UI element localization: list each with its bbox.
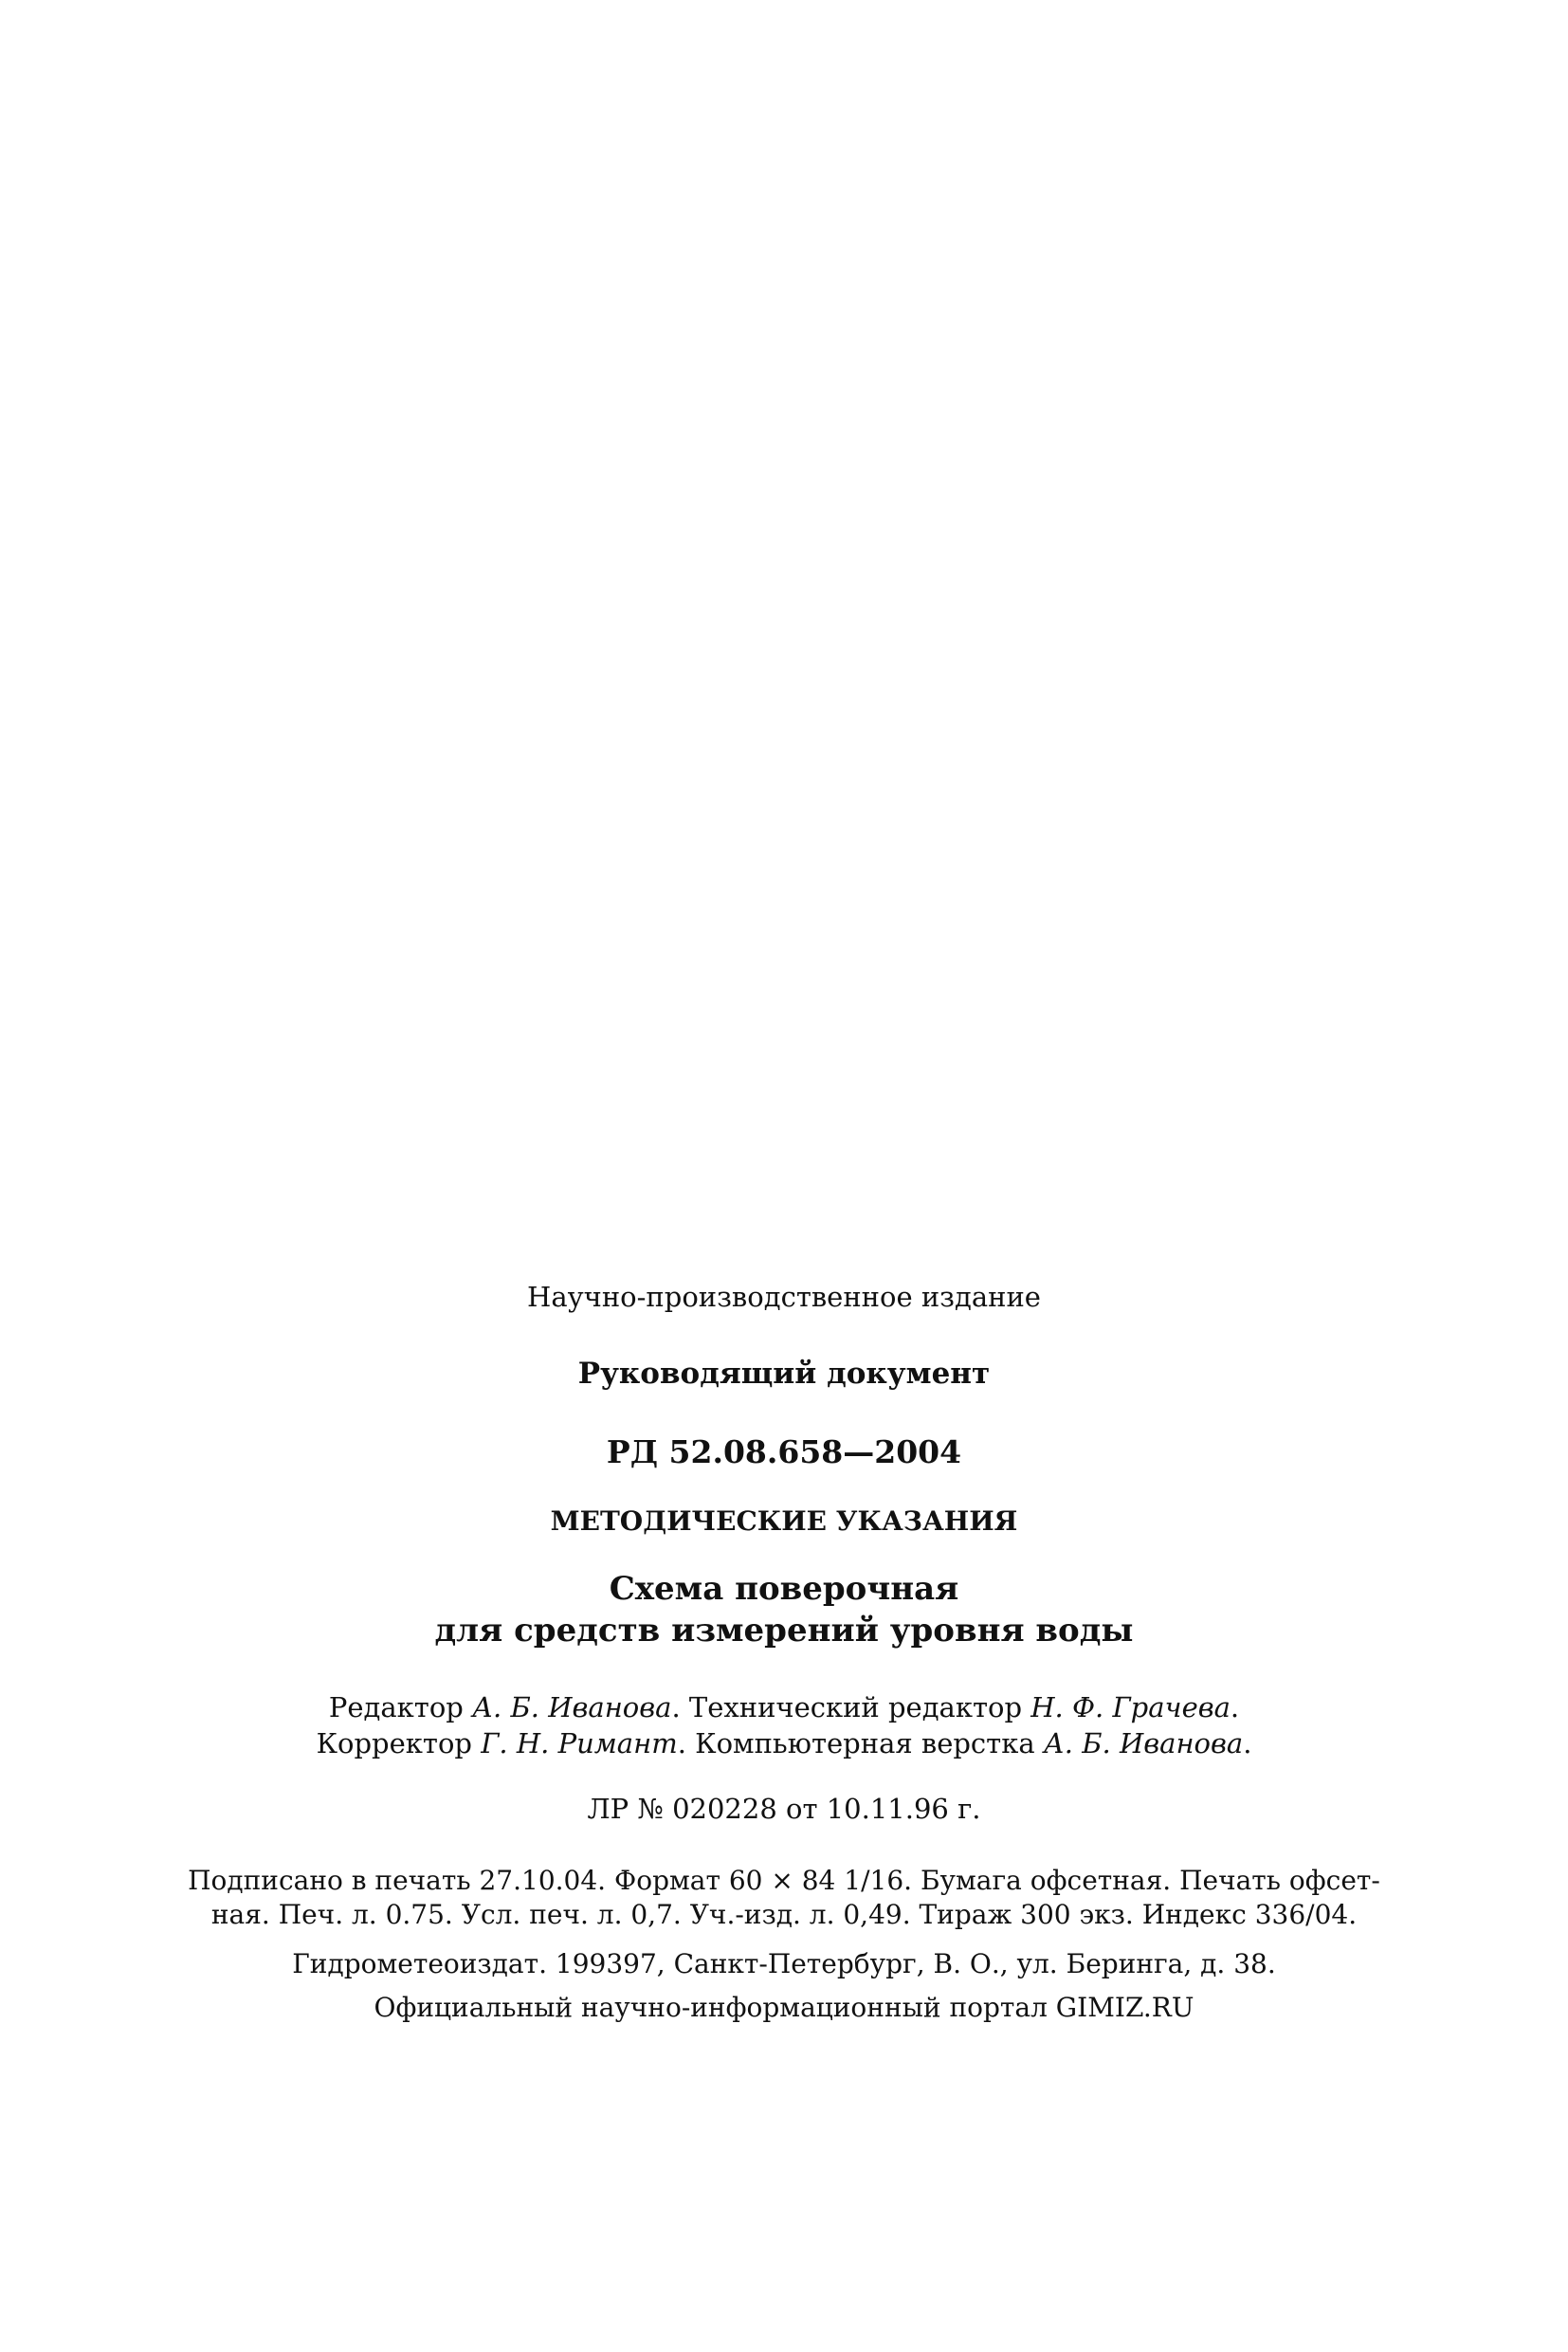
staff-line-1 xyxy=(0,1689,1568,1725)
staff-credits xyxy=(0,1689,1568,1761)
tech-editor-name: Н. Ф. Грачева xyxy=(1030,1691,1231,1723)
layout-label: . Компьютерная верстка xyxy=(677,1727,1044,1759)
document-type: Руководящий документ xyxy=(577,1357,991,1391)
editor-label: Редактор xyxy=(328,1691,473,1723)
corrector-name: Г. Н. Римант xyxy=(481,1727,678,1759)
staff-line-1-end: . xyxy=(1230,1691,1240,1723)
portal-watermark: Официальный научно-информационный портал GIMIZ.RU xyxy=(374,1992,1194,2023)
title-line-1: Схема поверочная xyxy=(609,1570,959,1608)
document-number: РД 52.08.658—2004 xyxy=(606,1433,962,1470)
corrector-label: Корректор xyxy=(316,1727,482,1759)
print-details-line-1: Подписано в печать 27.10.04. Формат 60 × 84 1/16. Бумага офсетная. Печать офсет- xyxy=(188,1865,1380,1896)
print-details-line-2: ная. Печ. л. 0.75. Усл. печ. л. 0,7. Уч.-изд. л. 0,49. Тираж 300 экз. Индекс 336/04. xyxy=(210,1899,1358,1930)
staff-line-2 xyxy=(0,1725,1568,1761)
layout-name: А. Б. Иванова xyxy=(1043,1727,1244,1759)
document-kind: МЕТОДИЧЕСКИЕ УКАЗАНИЯ xyxy=(550,1505,1018,1537)
editor-name: А. Б. Иванова xyxy=(472,1691,672,1723)
document-title xyxy=(0,1568,1568,1651)
colophon xyxy=(0,1278,1568,2027)
print-details xyxy=(0,1864,1568,1932)
edition-type: Научно-производственное издание xyxy=(527,1281,1041,1313)
publisher-address: Гидрометеоиздат. 199397, Санкт-Петербург, В. О., ул. Беринга, д. 38. xyxy=(292,1948,1276,1979)
title-line-2: для средств измерений уровня воды xyxy=(434,1612,1134,1650)
tech-editor-label: . Технический редактор xyxy=(671,1691,1031,1723)
staff-line-2-end: . xyxy=(1243,1727,1252,1759)
license-number: ЛР № 020228 от 10.11.96 г. xyxy=(587,1793,981,1825)
